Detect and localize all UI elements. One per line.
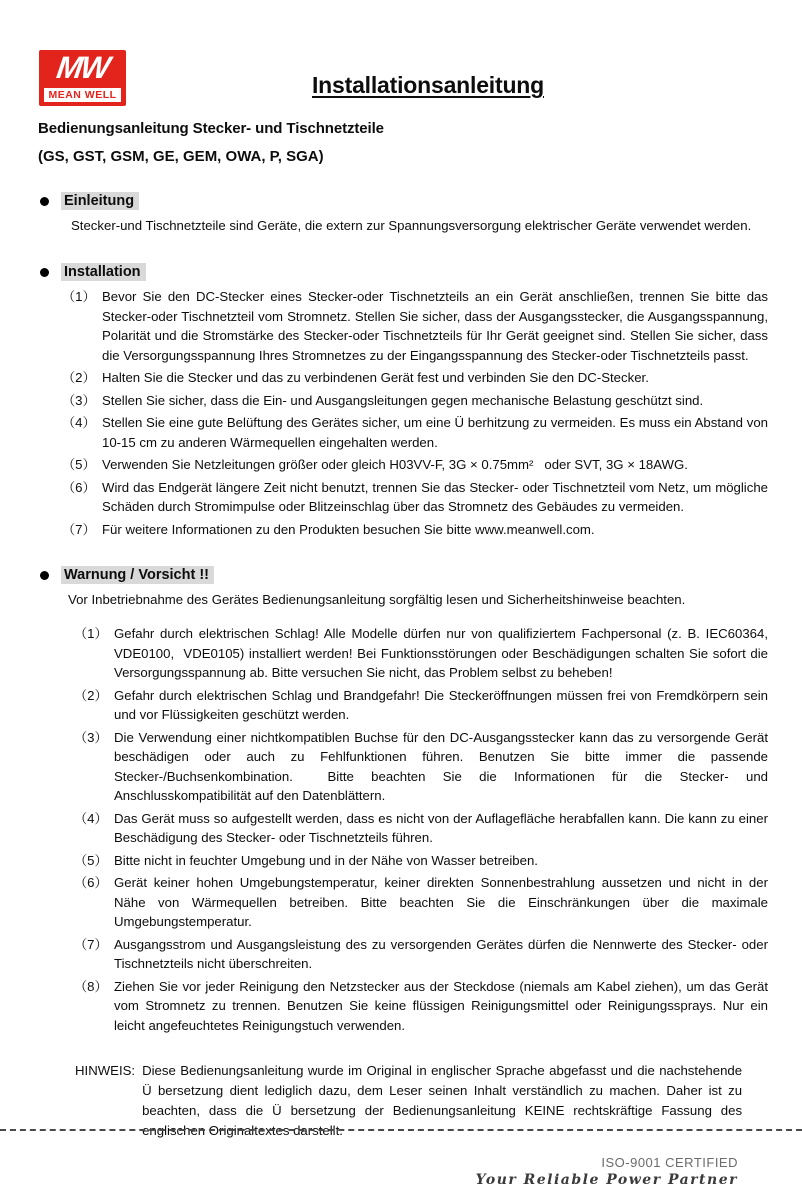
sections-container [38,192,768,1035]
page-title [38,48,768,99]
section-title: Installation [61,263,146,281]
list-item-installation-3 [62,391,768,411]
item-text: Stellen Sie sicher, dass die Ein- und Ausgangsleitungen gegen mechanische Belastung geschützt sind. [102,392,704,408]
list-item-installation-6 [62,478,768,517]
item-text: Verwenden Sie Netzleitungen größer oder gleich H03VV-F, 3G × 0.75mm² oder SVT, 3G × 18AWG. [102,457,688,472]
item-text: Stellen Sie eine gute Belüftung des Gerätes sicher, um eine Ü berhitzung zu vermeiden. Es muss ein Abstand von 10-15 cm zu anderen Wärmequellen eingehalten werden. [102,415,768,450]
section-title: Warnung / Vorsicht !! [61,566,214,584]
item-number: （2） [62,370,96,385]
item-text: Gefahr durch elektrischen Schlag und Brandgefahr! Die Steckeröffnungen müssen frei von Fremdkörpern sein und vor Flüssigkeiten geschützt werden. [114,687,768,722]
section-bullet-icon [40,197,49,206]
section-title: Einleitung [61,192,139,210]
item-number: （4） [74,810,108,826]
item-number: （8） [74,978,108,994]
meanwell-logo [39,50,126,106]
section-installation [38,263,768,539]
section-bullet-icon [40,571,49,580]
note-text: Diese Bedienungsanleitung wurde im Original in englischer Sprache abgefasst und die nachstehende Ü bersetzung dient lediglich dazu, dem Leser seinen Inhalt verständlich zu machen. Daher ist zu beachten, dass die Ü bersetzung der Bedienungsanleitung KEINE rechtskräftige Fassung des englischen Originaltextes darstellt. [142,1063,743,1138]
item-text: Gerät keiner hohen Umgebungstemperatur, keiner direkten Sonnenbestrahlung aussetzen und nicht in der Nähe von Wärmequellen betreiben. Bitte beachten Sie die Einschränkungen über die maximale Umgebungstemperatur. [114,875,768,929]
list-item-warnung-5 [74,851,768,871]
model-series-list: (GS, GST, GSM, GE, GEM, OWA, P, SGA) [38,148,324,165]
item-number: （4） [62,415,96,430]
item-text: Die Verwendung einer nichtkompatiblen Buchse für den DC-Ausgangsstecker kann das zu versorgende Gerät beschädigen oder auch zu Fehlfunktionen führen. Benutzen Sie bitte immer die passende Stecker-/Buchsenkombination. Bitte beachten Sie die Informationen für die Stecker- und Anschlusskompatibilität auf den Datenblättern. [114,729,768,803]
item-text: Halten Sie die Stecker und das zu verbindenen Gerät fest und verbinden Sie den DC-Stecker. [102,370,649,385]
list-item-warnung-2 [74,686,768,725]
section-intro-text: Vor Inbetriebnahme des Gerätes Bedienungsanleitung sorgfältig lesen und Sicherheitshinweise beachten. [68,592,686,607]
section-heading-warnung [38,566,768,584]
page-bottom-divider [0,1129,802,1131]
item-text: Wird das Endgerät längere Zeit nicht benutzt, trennen Sie das Stecker- oder Tischnetzteil vom Netz, um mögliche Schäden durch Stromimpulse oder Blitzeinschlag über das Stromnetz des Gebäudes zu vermeiden. [102,479,768,514]
list-item-installation-2 [62,368,768,388]
item-number: （6） [74,875,108,890]
item-number: （6） [62,479,96,495]
section-bullet-icon [40,268,49,277]
list-item-warnung-4 [74,809,768,848]
item-text: Ziehen Sie vor jeder Reinigung den Netzstecker aus der Steckdose (niemals am Kabel ziehen), um das Gerät vom Stromnetz zu trennen. Benutzen Sie keine flüssigen Reinigungsmittel oder Reinigungssprays. Nur ein leicht angefeuchtetes Reinigungstuch verwenden. [114,978,768,1033]
item-text: Gefahr durch elektrischen Schlag! Alle Modelle dürfen nur von qualifiziertem Fachpersonal (z. B. IEC60364, VDE0100, VDE0105) installiert werden! Bei Funktionsstörungen oder Beschädigungen schalten Sie sofort die Versorgungsspannung ab. Bitte versuchen Sie nicht, das Problem selbst zu beheben! [114,626,768,680]
logo-brand-text: MEAN WELL [44,88,120,102]
slogan-text: Your Reliable Power Partner [475,1172,738,1188]
list-item-installation-1 [62,287,768,365]
list-item-warnung-6 [74,873,768,932]
note-label: HINWEIS: [75,1063,136,1078]
item-number: （3） [74,729,108,745]
section-intro-text: Stecker-und Tischnetzteile sind Geräte, die extern zur Spannungsversorgung elektrischer Geräte verwendet werden. [71,218,752,233]
list-item-warnung-8 [74,977,768,1036]
item-number: （2） [74,687,108,703]
document-subtitle: Bedienungsanleitung Stecker- und Tischnetzteile [38,120,384,137]
item-number: （1） [62,289,96,304]
list-item-warnung-1 [74,624,768,683]
item-text: Das Gerät muss so aufgestellt werden, dass es nicht von der Auflagefläche herabfallen kann. Die kann zu einer Beschädigung des Stecker- oder Tischnetzteils führen. [114,810,768,845]
logo-mw-letters: MW [54,50,111,85]
list-item-installation-5 [62,455,768,475]
item-text: Ausgangsstrom und Ausgangsleistung des zu versorgenden Gerätes dürfen die Nennwerte des Stecker- oder Tischnetzteils nicht überschreiten. [114,936,768,971]
item-number: （3） [62,392,96,408]
item-number: （7） [62,521,96,537]
list-item-installation-4 [62,413,768,452]
page-title-text: Installationsanleitung [311,72,544,98]
list-item-warnung-7 [74,935,768,974]
section-heading-installation [38,263,768,281]
item-number: （5） [62,457,96,472]
item-text: Für weitere Informationen zu den Produkten besuchen Sie bitte www.meanwell.com. [102,521,595,537]
item-text: Bitte nicht in feuchter Umgebung und in der Nähe von Wasser betreiben. [114,852,538,868]
section-warnung [38,566,768,1035]
section-heading-einleitung [38,192,768,210]
item-number: （1） [74,626,108,641]
item-number: （7） [74,936,108,952]
iso-certified-text: ISO-9001 CERTIFIED [601,1155,738,1170]
footer [38,1155,768,1188]
item-number: （5） [74,852,108,868]
section-einleitung [38,192,768,236]
list-item-installation-7 [62,520,768,540]
document-header [38,48,768,110]
item-text: Bevor Sie den DC-Stecker eines Stecker-oder Tischnetzteils an ein Gerät anschließen, trennen Sie bitte das Stecker-oder Tischnetzteil vom Stromnetz. Stellen Sie sicher, dass der Ausgangsstecker, die Ausgangsspannung, Polarität und die Stromstärke des Stecker-oder Tischnetzteils für Ihr Gerät geeignet sind. Stellen Sie sicher, dass die Versorgungsspannung Ihres Stromnetzes zu der Eingangsspannung des Stecker-oder Tischnetzteils passt. [102,289,768,363]
list-item-warnung-3 [74,728,768,806]
